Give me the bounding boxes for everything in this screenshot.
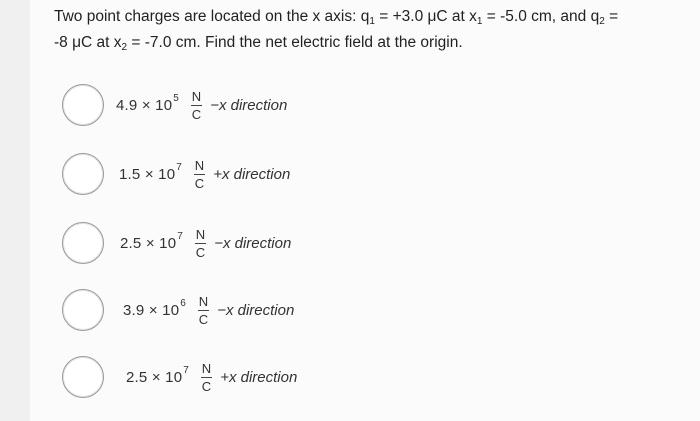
question-text-part: Two point charges are located on the x axis: q <box>54 8 370 25</box>
unit-denominator: C <box>191 107 202 122</box>
unit-numerator: N <box>198 294 209 309</box>
direction-label: −x direction <box>214 235 292 252</box>
question-text-part: -8 μC at x <box>54 34 122 51</box>
answer-label <box>123 294 294 327</box>
unit-fraction <box>198 294 209 327</box>
direction-label: −x direction <box>210 97 288 114</box>
question-text-part: = <box>604 8 619 25</box>
unit-denominator: C <box>198 312 209 327</box>
unit-numerator: N <box>195 227 206 242</box>
radio-button[interactable] <box>62 153 104 195</box>
question-text <box>54 4 694 56</box>
unit-numerator: N <box>201 361 212 376</box>
radio-button[interactable] <box>62 356 104 398</box>
subscript: 2 <box>121 42 128 53</box>
unit-numerator: N <box>194 158 205 173</box>
answer-option-4[interactable] <box>62 289 462 339</box>
coefficient: 2.5 × 10 <box>120 235 177 252</box>
radio-button[interactable] <box>62 222 104 264</box>
direction-label: +x direction <box>213 166 291 183</box>
exponent: 6 <box>180 298 186 309</box>
coefficient: 1.5 × 10 <box>119 166 176 183</box>
coefficient: 4.9 × 10 <box>116 97 173 114</box>
question-text-part: = -7.0 cm. Find the net electric field at the origin. <box>127 34 463 51</box>
answer-label <box>126 361 297 394</box>
unit-denominator: C <box>194 176 205 191</box>
answer-option-3[interactable] <box>62 222 462 272</box>
unit-fraction <box>195 227 206 260</box>
unit-fraction <box>201 361 212 394</box>
subscript: 2 <box>599 16 605 27</box>
unit-denominator: C <box>201 379 212 394</box>
answer-label <box>119 158 290 191</box>
exponent: 7 <box>183 365 189 376</box>
answer-option-2[interactable] <box>62 153 462 203</box>
coefficient: 3.9 × 10 <box>123 302 180 319</box>
answer-option-5[interactable] <box>62 356 462 406</box>
exponent: 7 <box>176 162 182 173</box>
direction-label: −x direction <box>217 302 295 319</box>
answer-label <box>116 89 287 122</box>
question-line-1 <box>54 4 694 30</box>
coefficient: 2.5 × 10 <box>126 369 183 386</box>
exponent: 7 <box>177 231 183 242</box>
radio-button[interactable] <box>62 84 104 126</box>
unit-denominator: C <box>195 245 206 260</box>
unit-fraction <box>191 89 202 122</box>
subscript: 1 <box>476 16 483 27</box>
question-text-part: = -5.0 cm, and q <box>482 8 600 25</box>
direction-label: +x direction <box>220 369 298 386</box>
question-text-part: = +3.0 μC at x <box>374 8 477 25</box>
exponent: 5 <box>173 93 179 104</box>
radio-button[interactable] <box>62 289 104 331</box>
answer-label <box>120 227 291 260</box>
subscript: 1 <box>369 16 375 27</box>
answer-option-1[interactable] <box>62 84 462 134</box>
unit-numerator: N <box>191 89 202 104</box>
unit-fraction <box>194 158 205 191</box>
question-line-2 <box>54 30 694 56</box>
